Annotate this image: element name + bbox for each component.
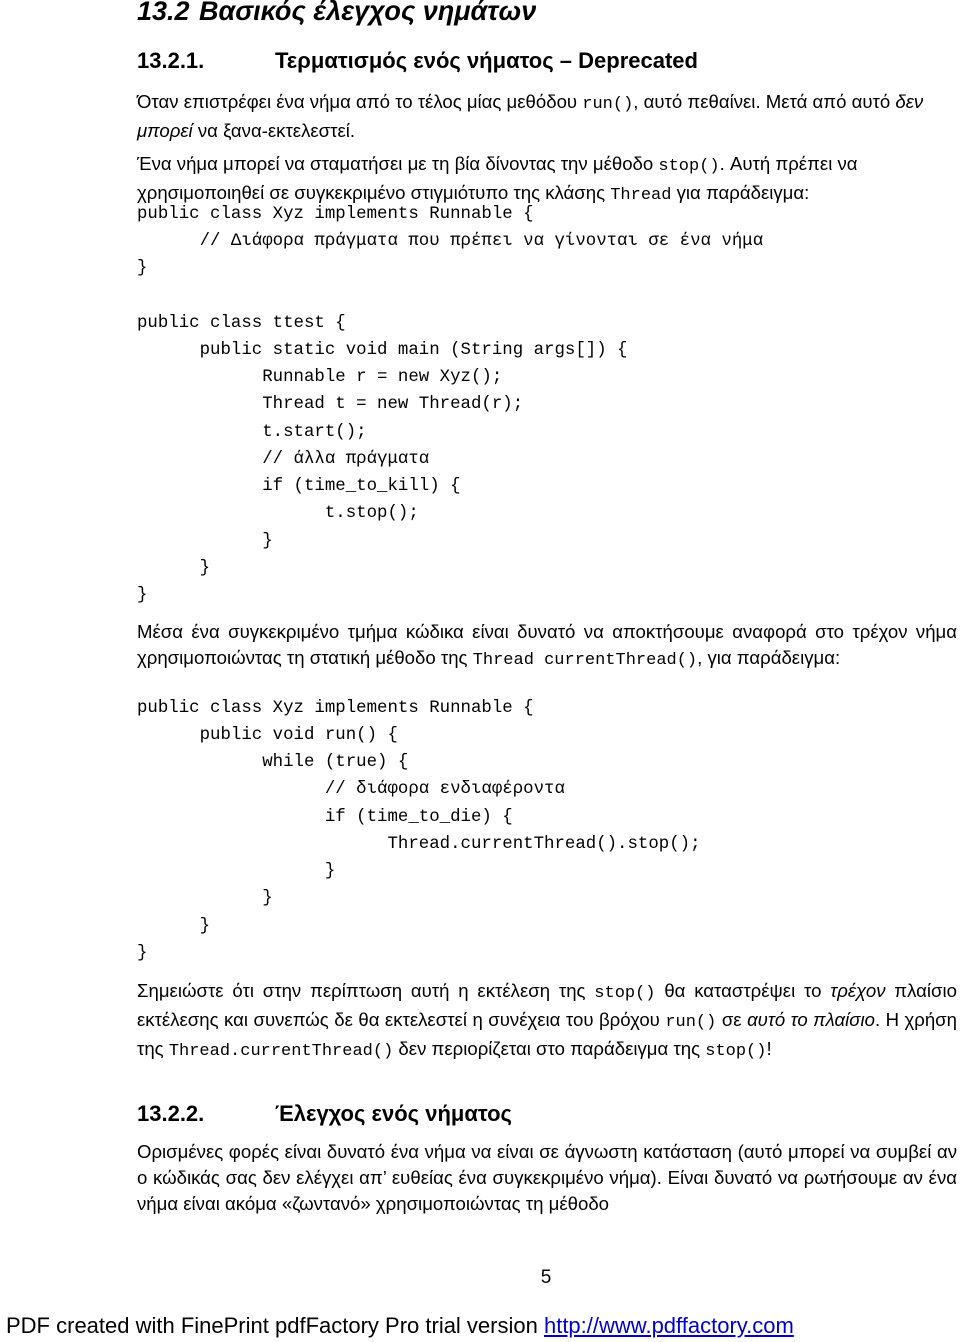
p1-text-a: Όταν επιστρέφει ένα νήμα από το τέλος μίας μεθόδου [137,91,583,112]
p4-text-g: ! [766,1038,772,1059]
code-line: Thread t = new Thread(r); [137,395,524,414]
code-line: } [137,862,336,881]
p3-text-a: Μέσα ένα συγκεκριμένο τμήμα κώδικα είναι δυνατό να αποκτήσουμε αναφορά στο τρέχον νήμα χρησιμοποιώντας τη στατική μέθοδο της [137,621,957,668]
page-number: 5 [540,1267,552,1288]
footer-text: PDF created with FinePrint pdfFactory Pro trial version [6,1313,544,1338]
p4-text-c: πλαίσιο εκτέλεσης και συνεπώς δε θα εκτελεστεί η συνέχεια του βρόχου [137,980,957,1030]
subsection-title-1: Τερματισμός ενός νήματος – Deprecated [275,48,698,73]
paragraph-4 [137,978,957,1065]
subsection-number-2: 13.2.2. [137,1101,205,1126]
code-line: } [137,259,148,278]
code-line: // διάφορα ενδιαφέροντα [137,780,565,799]
p4-code-2: run() [665,1013,717,1032]
p1-emphasis: δεν μπορεί [137,91,924,141]
code-line: t.start(); [137,423,367,442]
paragraph-2 [137,151,957,209]
section-number: 13.2 [137,0,190,26]
subsection-title-2: Έλεγχος ενός νήματος [275,1101,512,1126]
code-line: // Διάφορα πράγματα που πρέπει να γίνονται σε ένα νήμα [137,232,764,251]
p2-code-1: stop() [658,157,720,176]
code-block-1 [137,205,957,617]
code-line: } [137,917,211,936]
code-line: public static void main (String args[]) { [137,341,628,360]
code-line: } [137,586,148,605]
code-line: // άλλα πράγματα [137,450,430,469]
code-line: while (true) { [137,753,409,772]
pdf-footer [6,1313,794,1339]
subsection-heading-2 [137,1101,512,1127]
code-line: public class Xyz implements Runnable { [137,699,534,718]
p4-code-1: stop() [594,984,656,1003]
p1-text-c: να ξανα-εκτελεστεί. [192,120,356,141]
p4-code-4: stop() [705,1042,767,1061]
p3-code: Thread currentThread() [472,651,698,670]
code-line: } [137,532,273,551]
p4-text-a: Σημειώστε ότι στην περίπτωση αυτή η εκτέλεση της [137,980,595,1001]
code-line: t.stop(); [137,504,419,523]
p4-text-f: δεν περιορίζεται στο παράδειγμα της [393,1038,706,1059]
code-line: if (time_to_kill) { [137,477,461,496]
p2-code-2: Thread [610,186,672,205]
p4-text-d: σε [716,1009,748,1030]
p4-text-b: θα καταστρέψει το [655,980,831,1001]
p4-text-e: . Η χρήση της [137,1009,957,1059]
code-line: Runnable r = new Xyz(); [137,368,503,387]
paragraph-5 [137,1139,957,1217]
subsection-heading-1 [137,48,698,74]
code-line: } [137,944,148,963]
code-line: } [137,559,211,578]
code-line: if (time_to_die) { [137,808,513,827]
section-title: Βασικός έλεγχος νημάτων [199,0,537,26]
p1-code: run() [582,95,634,114]
p4-code-3: Thread.currentThread() [168,1042,394,1061]
p2-text-b: . Αυτή πρέπει να χρησιμοποιηθεί σε συγκεκριμένο στιγμιότυπο της κλάσης [137,153,858,203]
p4-emphasis-1: τρέχον [830,980,886,1001]
section-heading [137,0,536,27]
p3-text-b: , για παράδειγμα: [697,647,841,668]
p5-text: Ορισμένες φορές είναι δυνατό ένα νήμα να είναι σε άγνωστη κατάσταση (αυτό μπορεί να συμβεί αν ο κώδικάς σας δεν ελέγχει απ’ ευθείας ένα συγκεκριμένο νήμα). Είναι δυνατό να ρωτήσουμε αν ένα νήμα είναι ακόμα «ζωντανό» χρησιμοποιώντας τη μέθοδο [137,1141,957,1214]
subsection-number-1: 13.2.1. [137,48,205,73]
code-line: public void run() { [137,726,398,745]
code-line: public class ttest { [137,314,346,333]
p2-text-c: για παράδειγμα: [671,182,810,203]
code-line: Thread.currentThread().stop(); [137,835,701,854]
paragraph-3 [137,619,957,674]
p1-text-b: , αυτό πεθαίνει. Μετά από αυτό [633,91,896,112]
p4-emphasis-2: αυτό το πλαίσιο [747,1009,875,1030]
paragraph-1 [137,89,957,144]
p2-text-a: Ένα νήμα μπορεί να σταματήσει με τη βία δίνοντας την μέθοδο [137,153,659,174]
code-line: public class Xyz implements Runnable { [137,205,534,224]
code-block-2 [137,699,957,969]
footer-link[interactable]: http://www.pdffactory.com [543,1313,794,1338]
code-line: } [137,889,273,908]
